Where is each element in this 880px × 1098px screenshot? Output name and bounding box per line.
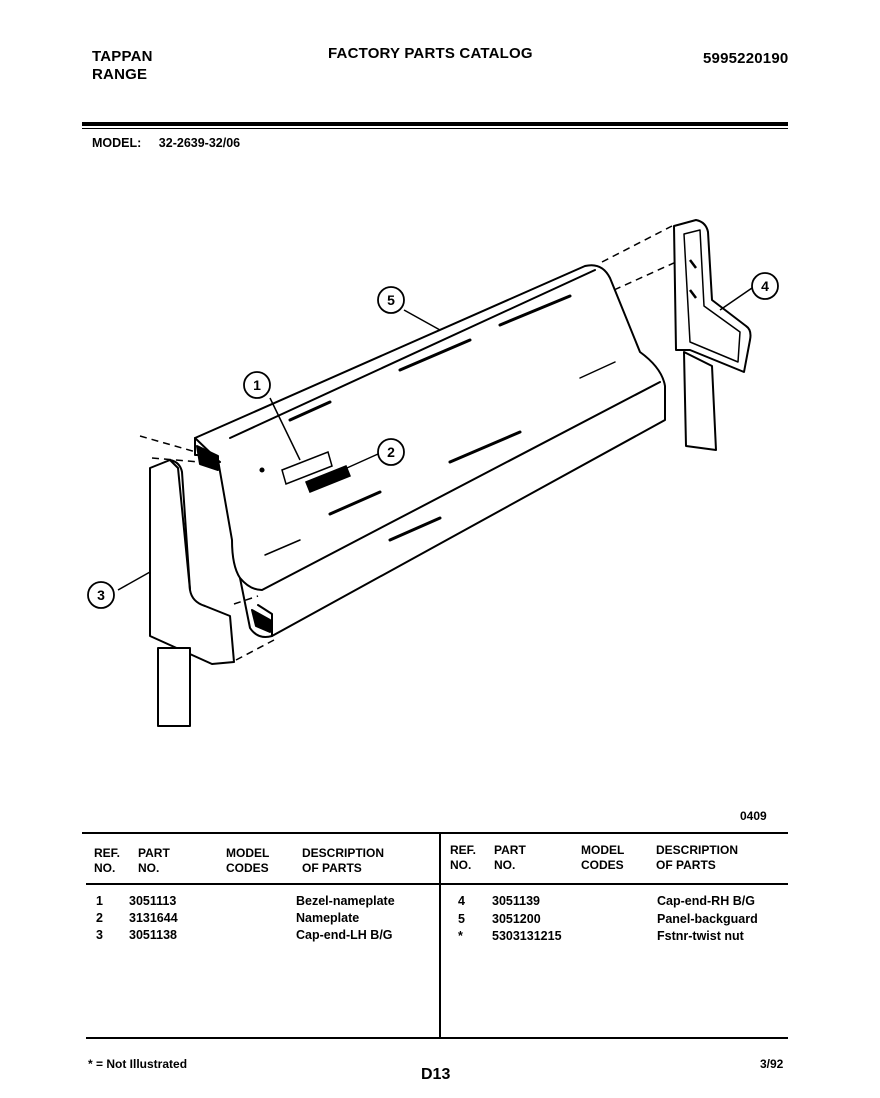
row-ref: 2 [96,911,103,925]
header-desc-left: DESCRIPTION OF PARTS [302,846,385,875]
table-divider [439,834,441,1038]
row-ref: * [458,929,463,943]
row-desc: Cap-end-RH B/G [657,894,755,908]
header-ref-right: REF. NO. [450,843,477,872]
row-desc: Cap-end-LH B/G [296,928,393,942]
row-ref: 1 [96,894,103,908]
footer-note: * = Not Illustrated [88,1057,188,1071]
end-cap-left [150,460,234,726]
end-cap-right [674,220,751,450]
header-part-left: PART NO. [138,846,170,875]
row-part: 3051139 [492,894,540,908]
header-desc-right: DESCRIPTION OF PARTS [656,843,739,872]
table-bottom-rule [86,1037,788,1039]
table-header-rule [86,883,788,885]
row-part: 3051200 [492,912,541,926]
catalog-number: 5995220190 [703,50,789,67]
brand-line-1: TAPPAN [92,48,153,65]
backguard-panel [195,265,665,637]
callout-4: 4 [761,278,769,294]
header-codes-left: MODEL CODES [226,846,270,875]
row-desc: Nameplate [296,911,360,925]
footer-date: 3/92 [760,1057,784,1071]
callout-5: 5 [387,292,395,308]
callout-3: 3 [97,587,105,603]
row-ref: 3 [96,928,103,942]
figure-code: 0409 [740,809,767,823]
brand-line-2: RANGE [92,66,148,83]
row-part: 3051113 [129,894,177,908]
row-part: 3131644 [129,911,178,925]
table-top-rule [82,832,788,834]
page-code: D13 [421,1066,451,1083]
row-desc: Fstnr-twist nut [657,929,744,943]
model-value: 32-2639-32/06 [158,136,241,150]
header-ref-left: REF. NO. [94,846,121,875]
callout-1: 1 [253,377,261,393]
callout-2: 2 [387,444,395,460]
header-codes-right: MODEL CODES [581,843,625,872]
header-part-right: PART NO. [494,843,526,872]
row-desc: Bezel-nameplate [296,894,395,908]
catalog-title: FACTORY PARTS CATALOG [328,45,533,62]
row-part: 5303131215 [492,929,562,943]
row-part: 3051138 [129,928,177,942]
model-label: MODEL: [92,136,142,150]
row-desc: Panel-backguard [657,912,758,926]
row-ref: 5 [458,912,465,926]
row-ref: 4 [458,894,465,908]
